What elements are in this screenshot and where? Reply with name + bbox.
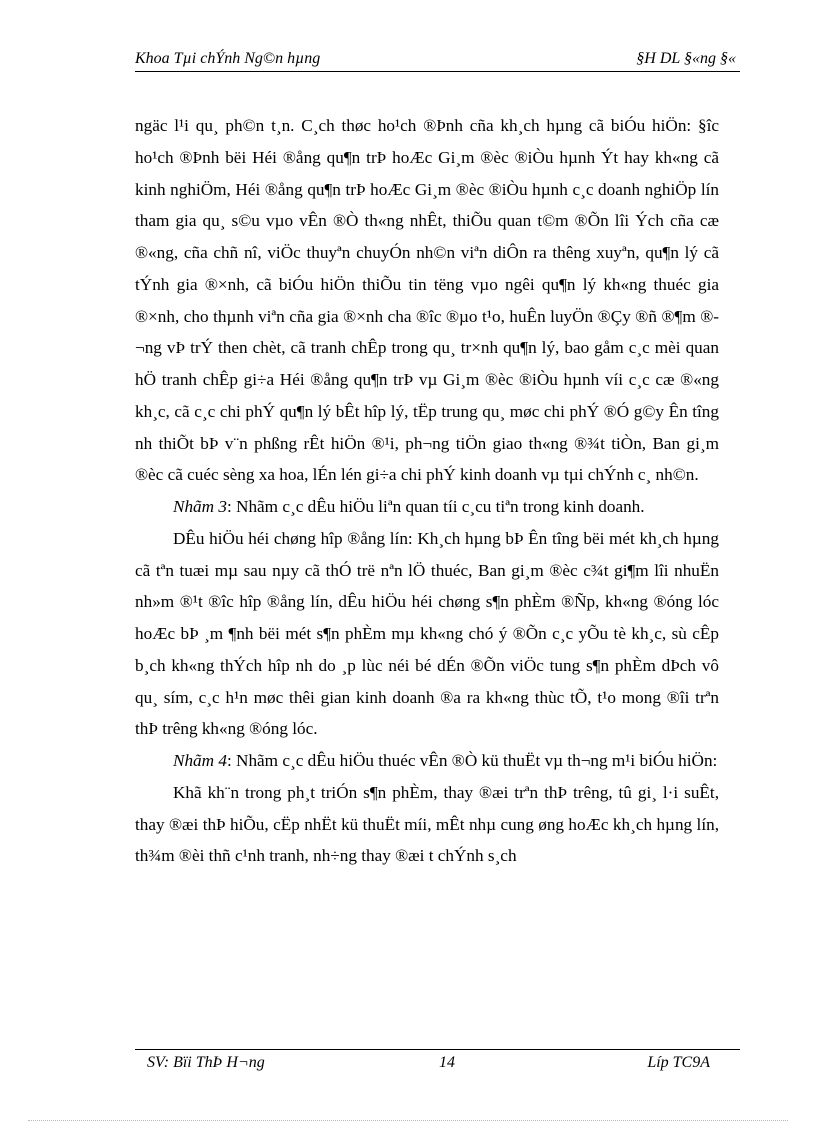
page-footer bbox=[135, 1054, 740, 1076]
paragraph-group-3 bbox=[135, 491, 719, 523]
document-body bbox=[135, 110, 719, 872]
page-edge-divider bbox=[28, 1120, 788, 1121]
page-number: 14 bbox=[439, 1054, 455, 1071]
footer-divider bbox=[135, 1049, 740, 1050]
group-3-text: : Nhãm c¸c dÊu hiÖu liªn quan tíi c¸cu tiªn trong kinh doanh. bbox=[226, 497, 645, 516]
paragraph-3: DÊu hiÖu héi chøng hîp ®ång lín: Kh¸ch hµng bÞ Ên tîng bëi mét kh¸ch hµng cã tªn tuæi mµ sau nµy cã thÓ trë nªn lÖ thuéc, Ban gi¸m ®èc c¾t gi¶m lîi nhuËn nh»m ®¹t ®îc hîp ®ång lín, dÊu hiÖu héi chøng s¶n phÈm ®Ñp, kh«ng ®óng lóc hoÆc bÞ ¸m ¶nh bëi mét s¶n phÈm mµ kh«ng chó ý ®Õn c¸c yÕu tè kh¸c, sù cÊp b¸ch kh«ng thÝch hîp nh do ¸p lùc néi bé dÉn ®Õn viÖc tung s¶n phÈm dÞch vô qu¸ sím, c¸c h¹n møc thêi gian kinh doanh ®a ra kh«ng thùc tÕ, t¹o mong ®îi trªn thÞ trêng kh«ng ®óng lóc. bbox=[135, 528, 719, 739]
paragraph-5: Khã kh¨n trong ph¸t triÓn s¶n phÈm, thay ®æi trªn thÞ trêng, tû gi¸ l·i suÊt, thay ®æi thÞ hiÕu, cËp nhËt kü thuËt míi, mÊt nhµ cung øng hoÆc kh¸ch hµng lín, th¾m ®èi thñ c¹nh tranh, nh÷ng thay ®æi t chÝnh s¸ch bbox=[135, 782, 719, 866]
header-university: §H DL §«ng §« bbox=[636, 50, 736, 67]
paragraph-1: ngäc l¹i qu¸ ph©n t¸n. C¸ch thøc ho¹ch ®Þnh cña kh¸ch hµng cã biÓu hiÖn: §îc ho¹ch ®Þnh bëi Héi ®ång qu¶n trÞ hoÆc Gi¸m ®èc ®iÒu hµnh Ýt hay kh«ng cã kinh nghiÖm, Héi ®ång qu¶n trÞ hoÆc Gi¸m ®èc ®iÒu hµnh c¸c doanh nghiÖp lín tham gia qu¸ s©u vµo vÊn ®Ò th«ng nhÊt, thiÕu quan t©m ®Õn lîi Ých cña cæ ®«ng, cña chñ nî, viÖc thuyªn chuyÓn nh©n viªn diÔn ra thêng xuyªn, qu¶n lý cã tÝnh gia ®×nh, cã biÓu hiÖn thiÕu tin tëng vµo ngêi qu¶n lý kh«ng thuéc gia ®×nh, cho thµnh viªn cña gia ®×nh cha ®îc ®µo t¹o, huÊn luyÖn ®Çy ®ñ ®¶m ®¬ng vÞ trÝ then chèt, cã tranh chÊp trong qu¸ tr×nh qu¶n lý, bao gåm c¸c mèi quan hÖ tranh chÊp gi÷a Héi ®ång qu¶n trÞ vµ Gi¸m ®èc ®iÒu hµnh víi c¸c cæ ®«ng kh¸c, cã c¸c chi phÝ qu¶n lý bÊt hîp lý, tËp trung qu¸ møc chi phÝ ®Ó g©y Ên tîng nh thiÕt bÞ v¨n phßng rÊt hiÖn ®¹i, ph¬ng tiÖn giao th«ng ®¾t tiÒn, Ban gi¸m ®èc cã cuéc sèng xa hoa, lÉn lén gi÷a chi phÝ kinh doanh vµ tµi chÝnh c¸ nh©n. bbox=[135, 116, 719, 485]
group-4-label: Nhãm 4 bbox=[173, 751, 227, 770]
group-3-label: Nhãm 3 bbox=[173, 497, 227, 516]
header-faculty: Khoa Tµi chÝnh Ng©n hµng bbox=[135, 50, 321, 67]
footer-student: SV: Bïi ThÞ H¬ng bbox=[147, 1054, 265, 1071]
page-header bbox=[135, 50, 740, 72]
footer-class: Líp TC9A bbox=[647, 1054, 710, 1071]
paragraph-group-4 bbox=[135, 745, 719, 777]
group-4-text: : Nhãm c¸c dÊu hiÖu thuéc vÊn ®Ò kü thuËt vµ th¬ng m¹i biÓu hiÖn: bbox=[226, 751, 718, 770]
header-divider bbox=[135, 71, 740, 72]
